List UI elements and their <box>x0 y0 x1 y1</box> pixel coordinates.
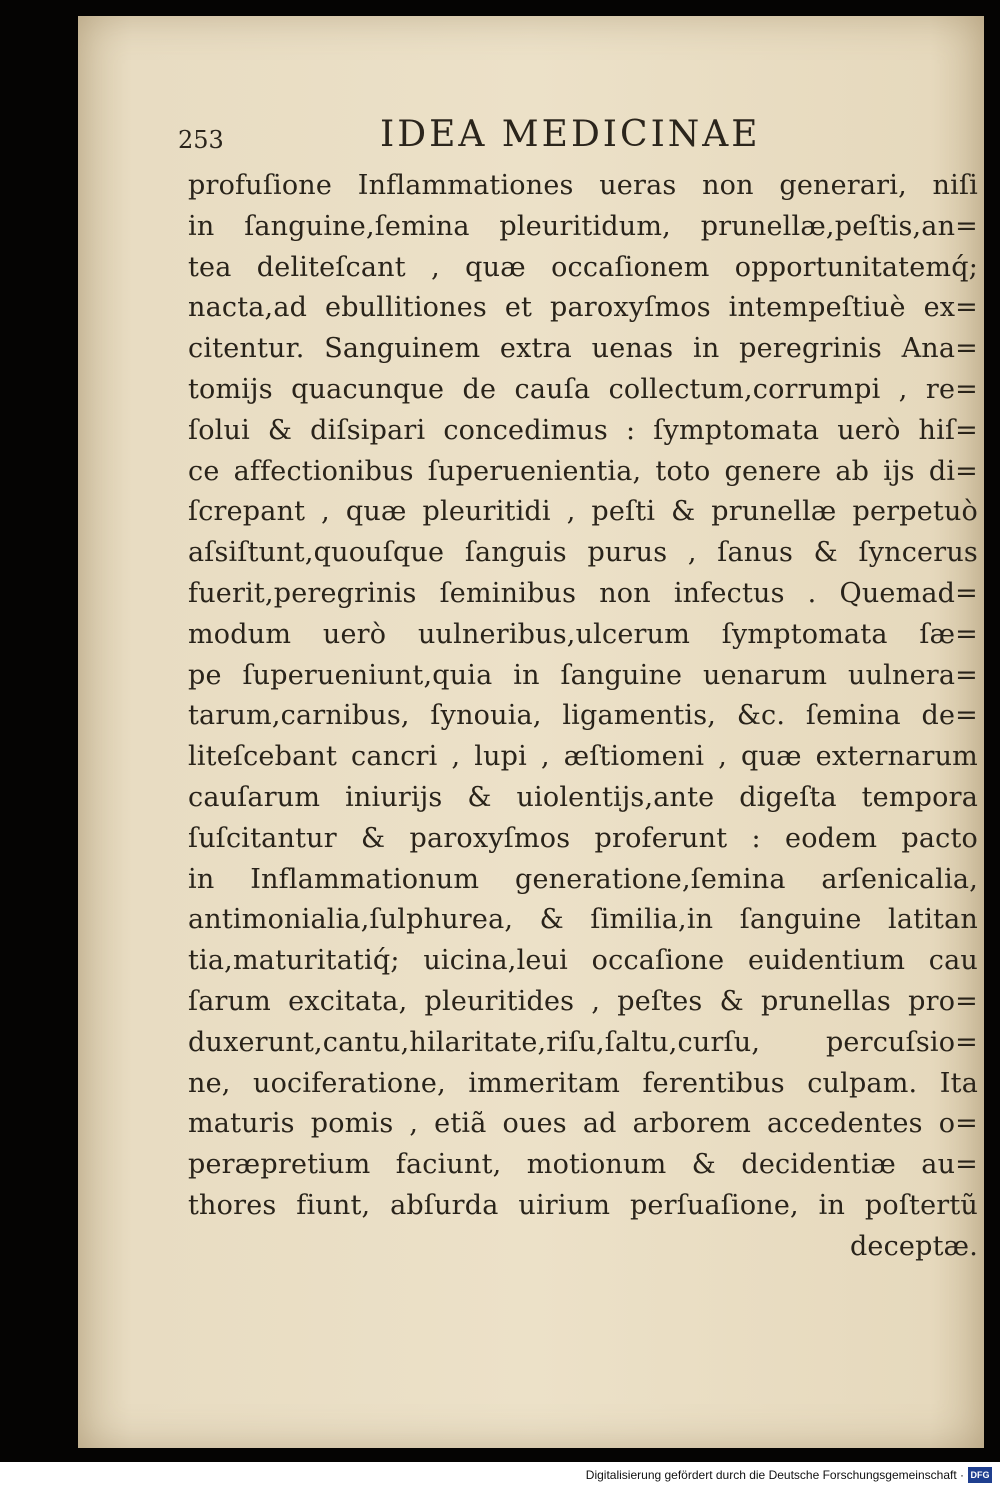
page-header <box>178 114 858 164</box>
text-line: ſarum excitata, pleuritides , peſtes & prunellas pro= <box>188 985 978 1017</box>
text-line: duxerunt,cantu,hilaritate,riſu,ſaltu,curſu, percuſsio= <box>188 1026 978 1058</box>
text-line: tomijs quacunque de cauſa collectum,corrumpi , re= <box>188 373 978 405</box>
book-page <box>78 16 984 1448</box>
text-line: modum uerò uulneribus,ulcerum ſymptomata ſæ= <box>188 618 978 650</box>
text-line: cauſarum iniurijs & uiolentijs,ante digeſta tempora <box>188 781 978 813</box>
text-line: liteſcebant cancri , lupi , æſtiomeni , quæ externarum <box>188 741 978 773</box>
text-line: tarum,carnibus, ſynouia, ligamentis, &c. ſemina de= <box>188 700 978 732</box>
body-text <box>188 166 978 1268</box>
text-line: profuſione Inflammationes ueras non generari, niſi <box>188 170 978 201</box>
text-line: pe ſuperueniunt,quia in ſanguine uenarum uulnera= <box>188 659 978 691</box>
text-line: thores fiunt, abſurda uirium perſuaſione, in poſtertũ <box>188 1189 978 1221</box>
page-number: 253 <box>178 126 224 154</box>
text-line: aſsiſtunt,quouſque ſanguis purus , ſanus & ſyncerus <box>188 537 978 569</box>
text-line: tia,maturitatiq́; uicina,leui occaſione euidentium cau <box>188 945 978 977</box>
text-line: ſolui & diſsipari concedimus : ſymptomata uerò hiſ= <box>188 414 978 446</box>
text-line: maturis pomis , etiã oues ad arborem accedentes o= <box>188 1108 978 1140</box>
text-line: fuerit,peregrinis ſeminibus non infectus . Quemad= <box>188 577 978 609</box>
text-line: ſcrepant , quæ pleuritidi , peſti & prunellæ perpetuò <box>188 496 978 528</box>
text-line: ce affectionibus ſuperuenientia, toto genere ab ijs di= <box>188 455 978 487</box>
dfg-logo-icon: DFG <box>968 1467 992 1483</box>
text-line: peræpretium faciunt, motionum & decidentiæ au= <box>188 1149 978 1181</box>
text-line: nacta,ad ebullitiones et paroxyſmos intempeſtiuè ex= <box>188 292 978 324</box>
text-line: in ſanguine,ſemina pleuritidum, prunellæ,peſtis,an= <box>188 210 978 242</box>
text-line: ne, uociferatione, immeritam ferentibus culpam. Ita <box>188 1067 978 1099</box>
footer-bar <box>0 1462 1000 1490</box>
text-line: ſuſcitantur & paroxyſmos proferunt : eodem pacto <box>188 822 978 854</box>
catchword-line: deceptæ. <box>849 1230 978 1262</box>
text-line: in Inflammationum generatione,ſemina arſenicalia, <box>188 863 978 895</box>
text-line: tea deliteſcant , quæ occaſionem opportunitatemq́; <box>188 251 978 283</box>
running-head: IDEA MEDICINAE <box>380 114 761 155</box>
text-line: antimonialia,ſulphurea, & ſimilia,in ſanguine latitan <box>188 904 978 936</box>
text-line: citentur. Sanguinem extra uenas in peregrinis Ana= <box>188 333 978 365</box>
funding-credit: Digitalisierung gefördert durch die Deutsche Forschungsgemeinschaft · <box>585 1468 964 1482</box>
